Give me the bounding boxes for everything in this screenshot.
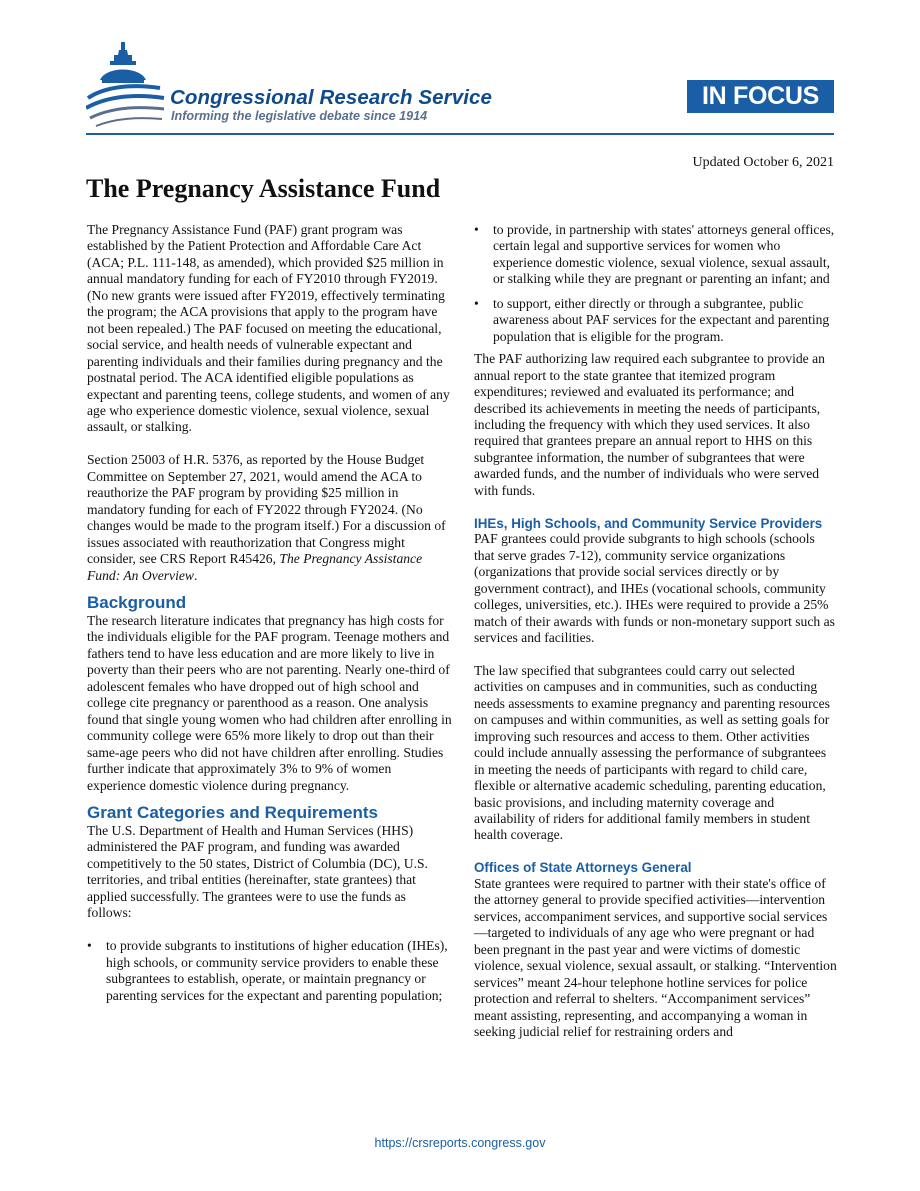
- ihes-paragraph-2: The law specified that subgrantees could carry out selected activities on campuses and in communities, such as conducting needs assessments to examine pregnancy and parenting resources on campuses and within communities, as well as setting goals for improving such resources and access to them. Other activities could include annually assessing the performance of subgrantees in meeting the needs of participants with regard to child care, flexible or alternative academic scheduling, parenting education, basic provisions, and including maternity coverage and availability of riders for additional family members in student health coverage.: [474, 662, 830, 843]
- reauthorization-text: Section 25003 of H.R. 5376, as reported by the House Budget Committee on September 27, 2021, would amend the ACA to reauthorize the PAF program by providing $25 million in mandatory funding for each of FY2022 through FY2024. (No changes would be made to the program itself.) For a discussion of issues associated with reauthorization that Congress might consider, see CRS Report R45426,: [87, 452, 446, 567]
- background-paragraph: The research literature indicates that pregnancy has high costs for the individuals eligible for the PAF program. Teenage mothers and fathers tend to have less education and are more likely to live in poverty than their peers who are not parenting. Nearly one-third of adolescent females who have dropped out of high school and college cite pregnancy or parenthood as a reason. One analysis found that single young women who had children after enrolling in community college were 65% more likely to drop out than their same-age peers who did not have children after enrolling. Studies further indicate that approximately 3% to 9% of women experience domestic violence during pregnancy.: [87, 613, 452, 793]
- background-heading: Background: [87, 593, 187, 613]
- attorneys-general-heading: Offices of State Attorneys General: [474, 860, 692, 876]
- crs-report-title: The Pregnancy Assistance Fund: An Overview: [87, 551, 423, 583]
- bullet-icon: •: [474, 295, 479, 311]
- page-header: [0, 0, 920, 140]
- grant-uses-list: [87, 938, 452, 1004]
- bullet-icon: •: [474, 222, 479, 237]
- bullet-text: to provide, in partnership with states' attorneys general offices, certain legal and supportive services for women who experience domestic violence, sexual violence, sexual assault, or stalking while they are pregnant or parenting an infant; and: [493, 222, 835, 287]
- bullet-icon: •: [87, 938, 92, 954]
- reporting-paragraph: The PAF authorizing law required each subgrantee to provide an annual report to the state grantee that itemized program expenditures; reviewed and evaluated its performance; and described its achievements in meeting the needs of participants, including the frequency with which they used services. It also required that grantees prepare an annual report to HHS on this subgrantee information, the number of subgrantees that were awarded funds, and the number of individuals who were served with funds.: [474, 351, 825, 498]
- grant-uses-list-continued: [474, 222, 837, 345]
- reauthorization-period: .: [193, 567, 198, 583]
- reauthorization-paragraph: [87, 452, 452, 584]
- intro-paragraph: The Pregnancy Assistance Fund (PAF) grant program was established by the Patient Protection and Affordable Care Act (ACA; P.L. 111-148, as amended), which provided $25 million in annual mandatory funding for each of FY2010 through FY2019. (No new grants were issued after FY2019, effectively terminating the program; the ACA provisions that apply to the program have not been repealed.) The PAF focused on meeting the educational, social service, and health needs of vulnerable expectant and parenting individuals and their families during pregnancy and the postnatal period. The ACA identified eligible populations as expectant and parenting teens, college students, and women of any age who experience domestic violence, sexual violence, sexual assault, or stalking.: [87, 222, 450, 435]
- org-name: Congressional Research Service: [170, 86, 493, 109]
- page-title: The Pregnancy Assistance Fund: [86, 174, 441, 203]
- capitol-dome-logo-icon: [86, 40, 166, 128]
- bullet-text: to support, either directly or through a subgrantee, public awareness about PAF services for the expectant and parenting population that is eligible for the program.: [493, 295, 830, 344]
- bullet-text: to provide subgrants to institutions of higher education (IHEs), high schools, or community service providers to enable these subgrantees to establish, operate, or maintain pregnancy or parenting services for the expectant and parenting population;: [106, 938, 448, 1003]
- list-item: [87, 938, 452, 1004]
- header-divider: [86, 133, 834, 135]
- left-column: [87, 222, 452, 1004]
- in-focus-badge: IN FOCUS: [687, 80, 834, 113]
- right-column: [474, 222, 837, 1040]
- ihes-heading: IHEs, High Schools, and Community Service Providers: [474, 515, 823, 531]
- attorneys-general-paragraph: State grantees were required to partner with their state's office of the attorney general to provide specified activities—intervention services, accompaniment services, and supportive social services—targeted to individuals of any age who were pregnant or had been pregnant in the past year and were victims of domestic violence, sexual violence, sexual assault, or stalking. “Intervention services” meant 24-hour telephone hotline services for police protection and referral to shelters. “Accompaniment services” meant assisting, representing, and accompanying a woman in seeking judicial relief for restraining orders and: [474, 875, 837, 1039]
- updated-date: Updated October 6, 2021: [692, 155, 834, 170]
- list-item: [474, 222, 837, 288]
- grants-heading: Grant Categories and Requirements: [87, 803, 378, 822]
- footer-url[interactable]: https://crsreports.congress.gov: [374, 1136, 546, 1150]
- ihes-paragraph-1: PAF grantees could provide subgrants to high schools (schools that serve grades 7-12), community service organizations (organizations that provide social services directly or by government contract), and IHEs (vocational schools, community colleges, universities, etc.). IHEs were required to provide a 25% match of their awards with funds or non-monetary support such as services and facilities.: [474, 531, 835, 645]
- grants-paragraph: The U.S. Department of Health and Human Services (HHS) administered the PAF program, and funding was awarded competitively to the 50 states, District of Columbia (DC), U.S. territories, and tribal entities (hereinafter, state grantees) that applied successfully. The grantees were to use the funds as follows:: [87, 823, 428, 921]
- org-tagline: Informing the legislative debate since 1914: [171, 109, 428, 123]
- list-item: [474, 296, 837, 345]
